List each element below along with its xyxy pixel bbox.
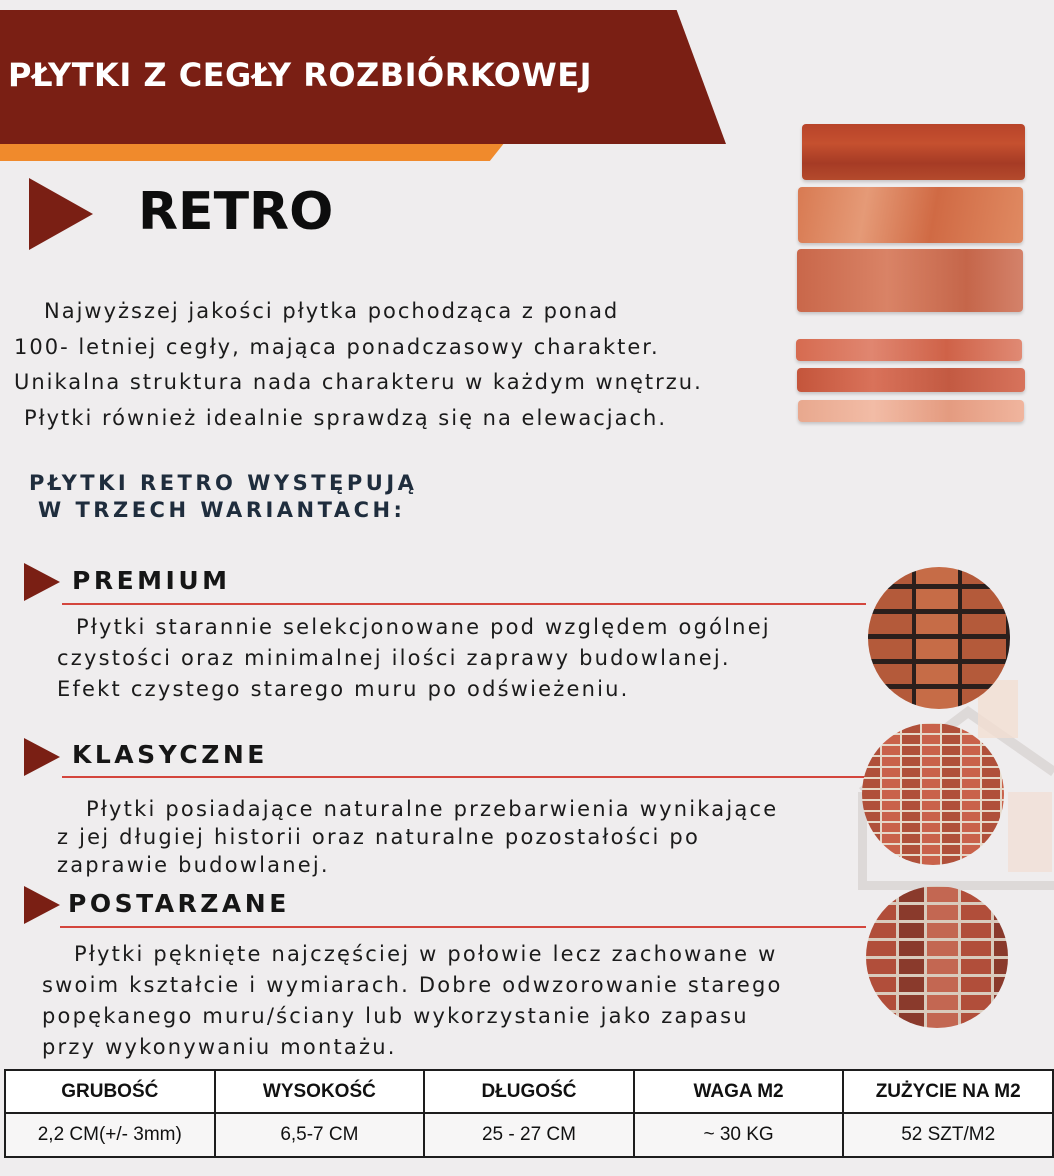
brick-tile-image [797, 368, 1025, 392]
intro-line: Unikalna struktura nada charakteru w każdym wnętrzu. [14, 370, 703, 394]
section-text-line: zaprawie budowlanej. [57, 853, 330, 877]
brick-tile-image [796, 339, 1022, 361]
section-divider [62, 776, 866, 778]
play-arrow-icon [24, 738, 60, 776]
specs-header-cell: ZUŻYCIE NA M2 [843, 1070, 1053, 1113]
section-title-premium: PREMIUM [72, 566, 231, 595]
specs-header-cell: GRUBOŚĆ [5, 1070, 215, 1113]
play-arrow-icon [29, 178, 93, 250]
specs-header-row [5, 1070, 1053, 1113]
specs-header-cell: WYSOKOŚĆ [215, 1070, 425, 1113]
specs-table [4, 1069, 1054, 1158]
section-text-line: z jej długiej historii oraz naturalne pozostałości po [57, 825, 701, 849]
intro-line: Płytki również idealnie sprawdzą się na elewacjach. [24, 406, 668, 430]
intro-line: Najwyższej jakości płytka pochodząca z ponad [44, 299, 620, 323]
product-title: RETRO [138, 182, 334, 242]
section-divider [62, 603, 866, 605]
klasyczne-wall-photo [862, 723, 1004, 865]
section-text-line: Płytki pęknięte najczęściej w połowie lecz zachowane w [74, 942, 778, 966]
specs-value-cell: ~ 30 KG [634, 1113, 844, 1157]
section-title-klasyczne: KLASYCZNE [72, 740, 268, 769]
brick-tile-image [797, 249, 1023, 312]
variants-heading: PŁYTKI RETRO WYSTĘPUJĄ [29, 471, 418, 495]
section-text-line: przy wykonywaniu montażu. [42, 1035, 397, 1059]
intro-line: 100- letniej cegły, mająca ponadczasowy charakter. [14, 335, 660, 359]
postarzane-wall-photo [866, 886, 1008, 1028]
variants-heading: W TRZECH WARIANTACH: [38, 498, 406, 522]
brick-tile-image [798, 400, 1024, 422]
play-arrow-icon [24, 563, 60, 601]
premium-wall-photo [868, 567, 1010, 709]
section-text-line: swoim kształcie i wymiarach. Dobre odwzorowanie starego [42, 973, 783, 997]
banner-title: PŁYTKI Z CEGŁY ROZBIÓRKOWEJ [8, 56, 592, 94]
specs-value-row [5, 1113, 1053, 1157]
play-arrow-icon [24, 886, 60, 924]
specs-header-cell: DŁUGOŚĆ [424, 1070, 634, 1113]
section-text-line: Efekt czystego starego muru po odświeżeniu. [57, 677, 630, 701]
banner-accent-stripe [0, 142, 505, 161]
section-text-line: czystości oraz minimalnej ilości zaprawy budowlanej. [57, 646, 731, 670]
specs-value-cell: 6,5-7 CM [215, 1113, 425, 1157]
section-text-line: Płytki posiadające naturalne przebarwienia wynikające [86, 797, 779, 821]
section-divider [60, 926, 866, 928]
section-text-line: Płytki starannie selekcjonowane pod względem ogólnej [76, 615, 771, 639]
brick-tile-image [802, 124, 1025, 180]
section-text-line: popękanego muru/ściany lub wykorzystanie jako zapasu [42, 1004, 749, 1028]
brick-tile-image [798, 187, 1023, 243]
specs-header-cell: WAGA M2 [634, 1070, 844, 1113]
section-title-postarzane: POSTARZANE [68, 889, 290, 918]
specs-value-cell: 2,2 CM(+/- 3mm) [5, 1113, 215, 1157]
specs-value-cell: 25 - 27 CM [424, 1113, 634, 1157]
specs-value-cell: 52 SZT/M2 [843, 1113, 1053, 1157]
